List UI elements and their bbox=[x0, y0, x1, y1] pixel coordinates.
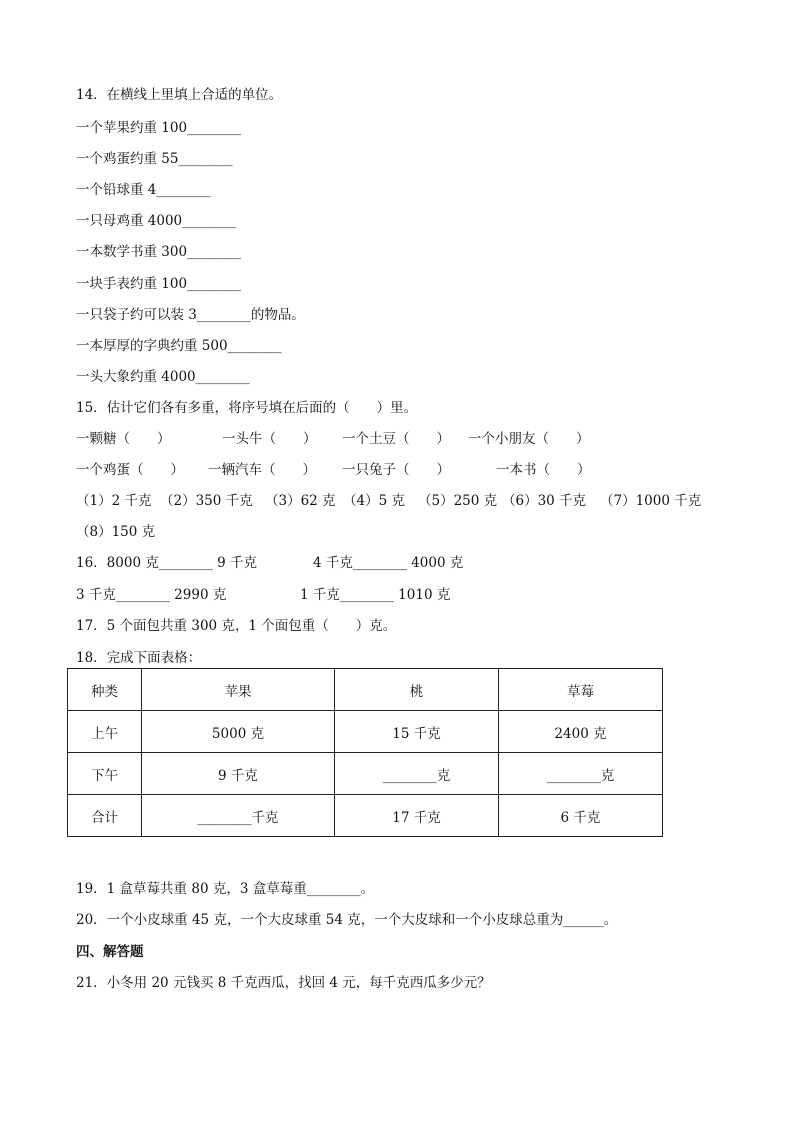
q15-option-7: （7）1000 千克 bbox=[600, 493, 702, 509]
table-header-cell: 种类 bbox=[68, 669, 142, 711]
table-cell: 15 千克 bbox=[335, 711, 499, 753]
table-row bbox=[68, 795, 663, 837]
q15-item-child: 一个小朋友（ ） bbox=[468, 431, 590, 447]
q16-compare-4: 1 千克________ 1010 克 bbox=[300, 587, 451, 603]
weight-table bbox=[67, 668, 663, 837]
q15-option-8: （8）150 克 bbox=[76, 524, 156, 540]
table-cell: ________克 bbox=[499, 753, 663, 795]
q16-compare-2: 4 千克________ 4000 克 bbox=[313, 555, 464, 571]
q17-text: 17．5 个面包共重 300 克，1 个面包重（ ）克。 bbox=[76, 618, 397, 634]
q14-item-7: 一只袋子约可以装 3________的物品。 bbox=[76, 307, 305, 323]
table-header-cell: 桃 bbox=[335, 669, 499, 711]
table-cell: ________克 bbox=[335, 753, 499, 795]
table-header-row bbox=[68, 669, 663, 711]
table-cell: 上午 bbox=[68, 711, 142, 753]
q14-item-1: 一个苹果约重 100________ bbox=[76, 120, 242, 136]
table-header-cell: 草莓 bbox=[499, 669, 663, 711]
table-cell: 下午 bbox=[68, 753, 142, 795]
table-cell: 5000 克 bbox=[142, 711, 335, 753]
q14-item-8: 一本厚厚的字典约重 500________ bbox=[76, 338, 282, 354]
q15-item-book: 一本书（ ） bbox=[496, 462, 591, 478]
table-row bbox=[68, 711, 663, 753]
q15-item-car: 一辆汽车（ ） bbox=[208, 462, 316, 478]
q15-item-cow: 一头牛（ ） bbox=[222, 431, 317, 447]
q15-option-3: （3）62 克 bbox=[265, 493, 336, 509]
q16-compare-1: 16．8000 克________ 9 千克 bbox=[76, 555, 257, 571]
q14-item-3: 一个铅球重 4________ bbox=[76, 182, 211, 198]
q21-text: 21．小冬用 20 元钱买 8 千克西瓜，找回 4 元，每千克西瓜多少元？ bbox=[76, 975, 491, 991]
table-cell: 17 千克 bbox=[335, 795, 499, 837]
q14-item-6: 一块手表约重 100________ bbox=[76, 276, 242, 292]
table-cell: 6 千克 bbox=[499, 795, 663, 837]
q16-compare-3: 3 千克________ 2990 克 bbox=[76, 587, 227, 603]
q14-title: 14．在横线上里填上合适的单位。 bbox=[76, 87, 283, 103]
q15-item-rabbit: 一只兔子（ ） bbox=[342, 462, 450, 478]
q15-option-1: （1）2 千克 bbox=[76, 493, 152, 509]
table-cell: 2400 克 bbox=[499, 711, 663, 753]
q14-item-5: 一本数学书重 300________ bbox=[76, 244, 242, 260]
q18-title: 18．完成下面表格： bbox=[76, 650, 202, 666]
q15-item-egg: 一个鸡蛋（ ） bbox=[76, 462, 184, 478]
q15-option-5: （5）250 克 bbox=[418, 493, 498, 509]
table-cell: 9 千克 bbox=[142, 753, 335, 795]
table-cell: 合计 bbox=[68, 795, 142, 837]
q15-title: 15．估计它们各有多重，将序号填在后面的（ ）里。 bbox=[76, 400, 418, 416]
q15-option-4: （4）5 克 bbox=[343, 493, 405, 509]
section-heading: 四、解答题 bbox=[76, 944, 144, 960]
table-cell: ________千克 bbox=[142, 795, 335, 837]
q14-item-9: 一头大象约重 4000________ bbox=[76, 369, 250, 385]
q15-option-2: （2）350 千克 bbox=[160, 493, 253, 509]
q20-text: 20．一个小皮球重 45 克，一个大皮球重 54 克，一个大皮球和一个小皮球总重为______。 bbox=[76, 912, 618, 928]
q15-item-candy: 一颗糖（ ） bbox=[76, 431, 171, 447]
q19-text: 19．1 盒草莓共重 80 克，3 盒草莓重________。 bbox=[76, 881, 375, 897]
table-row bbox=[68, 753, 663, 795]
table-header-cell: 苹果 bbox=[142, 669, 335, 711]
q15-option-6: （6）30 千克 bbox=[502, 493, 587, 509]
q14-item-4: 一只母鸡重 4000________ bbox=[76, 213, 237, 229]
q14-item-2: 一个鸡蛋约重 55________ bbox=[76, 151, 233, 167]
q15-item-potato: 一个土豆（ ） bbox=[342, 431, 450, 447]
